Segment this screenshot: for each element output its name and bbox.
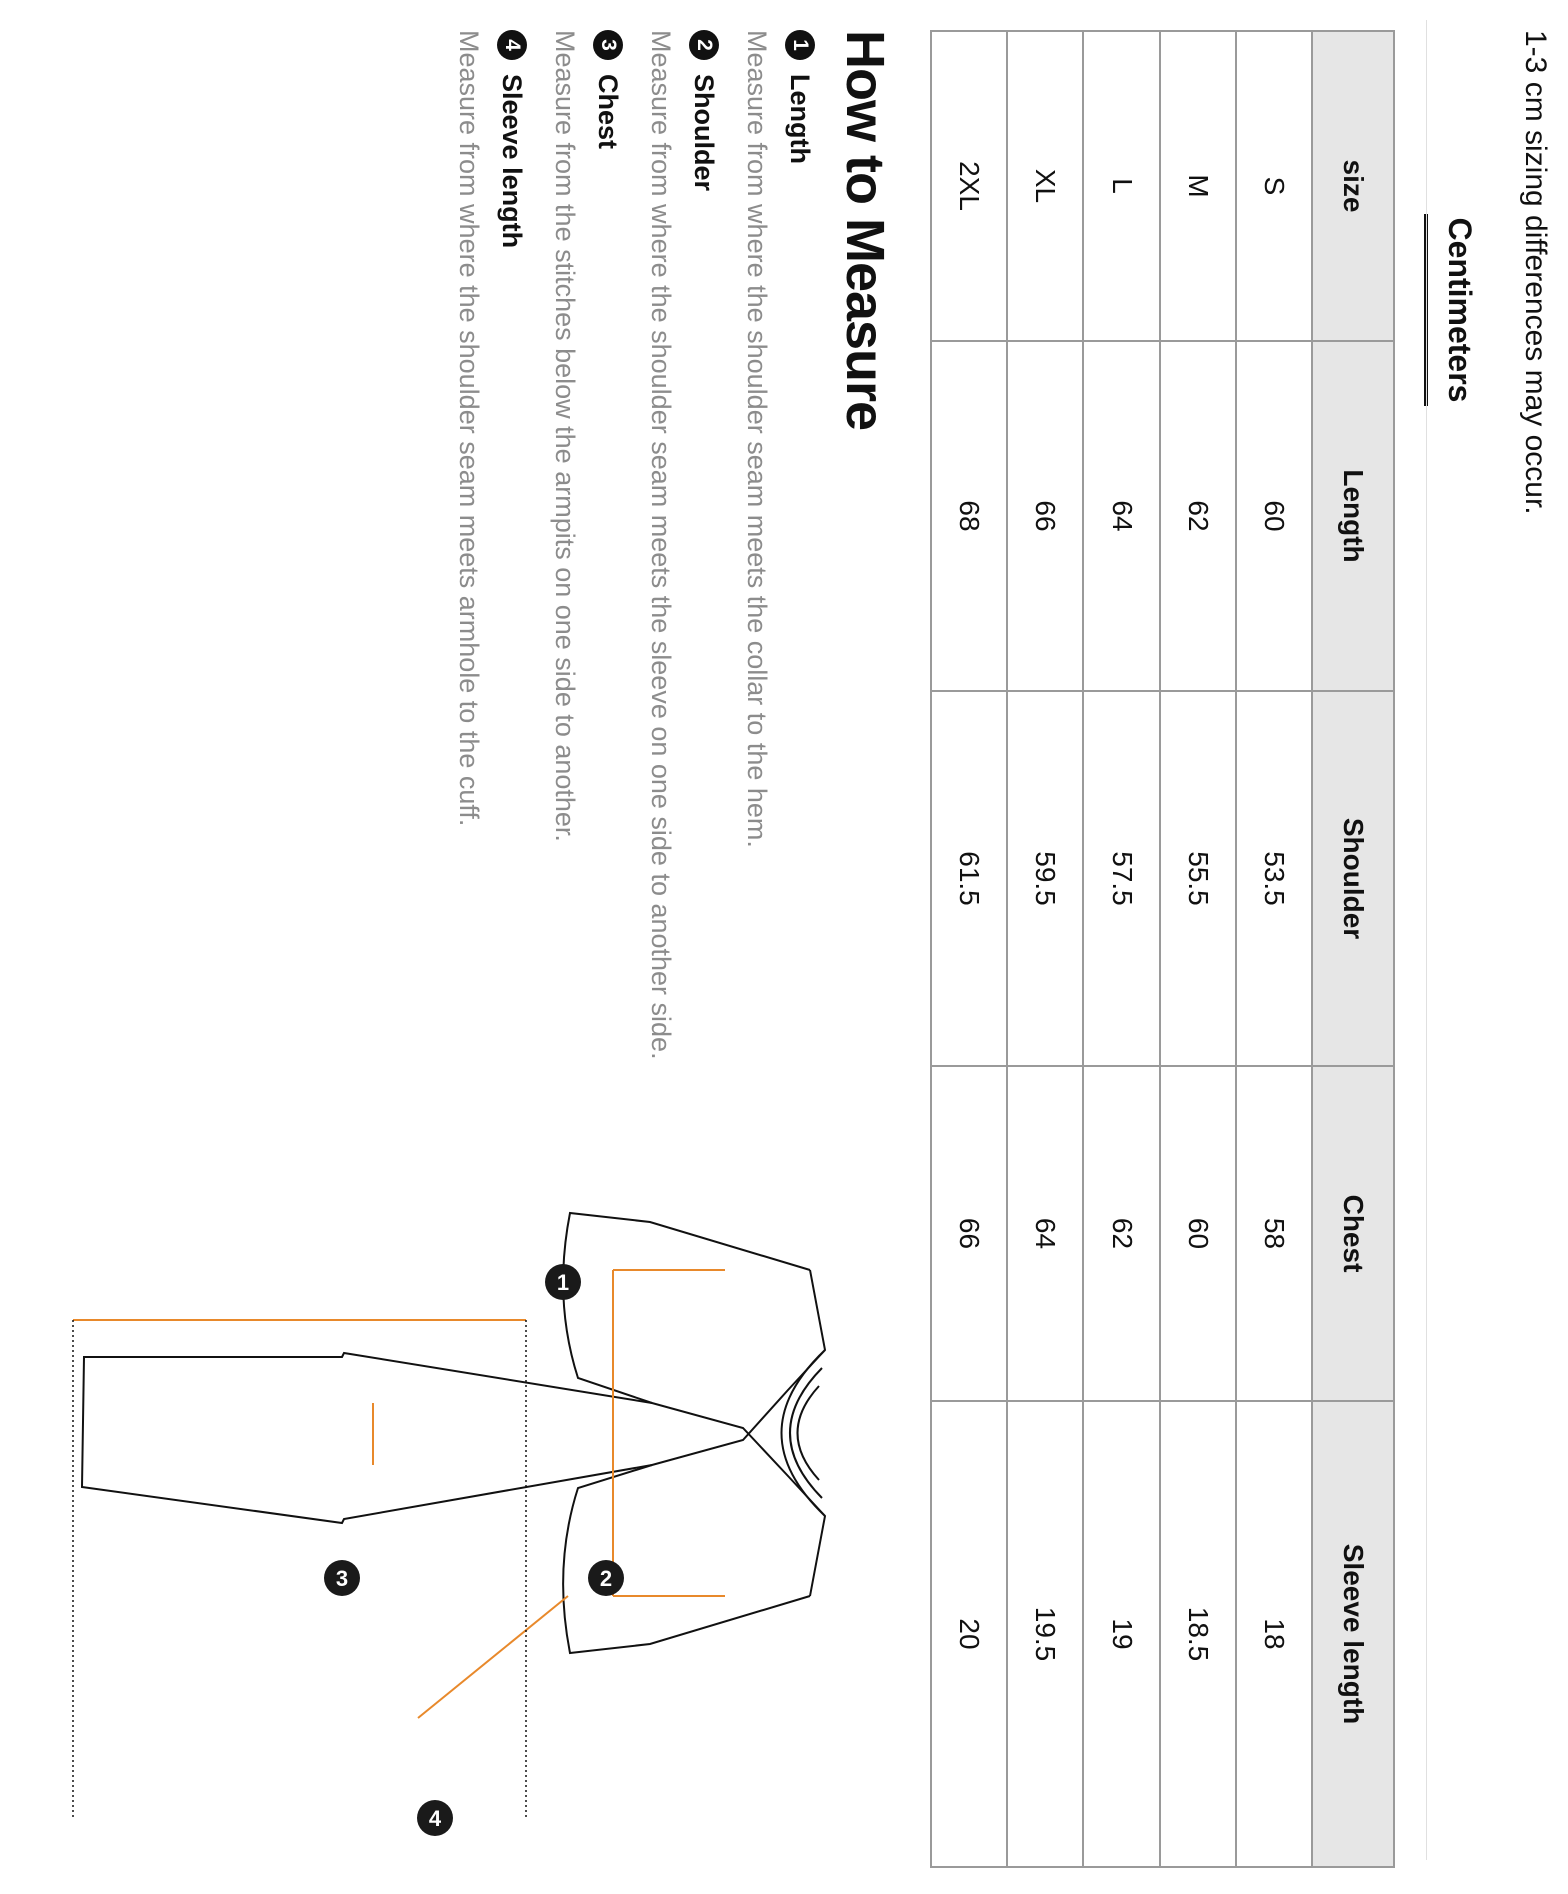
sleeve-guide <box>418 1596 568 1718</box>
header-sleeve-length: Sleeve length <box>1312 1401 1394 1867</box>
left-sleeve-outline <box>563 1213 810 1403</box>
cell-sleeve-length: 18.5 <box>1160 1401 1236 1867</box>
tshirt-outline <box>82 1213 825 1653</box>
header-size: size <box>1312 31 1394 341</box>
cell-chest: 62 <box>1083 1066 1159 1401</box>
sizing-note: 1-3 cm sizing differences may occur. <box>1519 30 1552 515</box>
cell-length: 66 <box>1007 341 1083 691</box>
tshirt-body-outline <box>82 1270 825 1596</box>
measure-label: Shoulder <box>689 74 720 192</box>
measure-label: Sleeve length <box>497 74 528 249</box>
measure-description: Measure from where the shoulder seam meets armhole to the cuff. <box>454 30 484 827</box>
collar-inner-outline-2 <box>798 1386 820 1480</box>
marker-1-label: 1 <box>556 1270 570 1295</box>
cell-chest: 60 <box>1160 1066 1236 1401</box>
cell-sleeve-length: 20 <box>931 1401 1007 1867</box>
cell-chest: 66 <box>931 1066 1007 1401</box>
marker-4-label: 4 <box>428 1806 442 1831</box>
cell-length: 68 <box>931 341 1007 691</box>
cell-size: 2XL <box>931 31 1007 341</box>
cell-chest: 64 <box>1007 1066 1083 1401</box>
tab-centimeters[interactable]: Centimeters <box>1442 217 1478 403</box>
how-to-measure-title: How to Measure <box>835 30 895 431</box>
measure-description: Measure from where the shoulder seam meets the sleeve on one side to another side. <box>646 30 676 1060</box>
cell-length: 62 <box>1160 341 1236 691</box>
cell-sleeve-length: 18 <box>1236 1401 1312 1867</box>
cell-sleeve-length: 19 <box>1083 1401 1159 1867</box>
cell-shoulder: 53.5 <box>1236 691 1312 1066</box>
number-badge: 3 <box>593 30 623 60</box>
cell-size: XL <box>1007 31 1083 341</box>
measure-description: Measure from the stitches below the armpits on one side to another. <box>550 30 580 842</box>
measure-label: Chest <box>593 74 624 150</box>
cell-shoulder: 59.5 <box>1007 691 1083 1066</box>
cell-size: M <box>1160 31 1236 341</box>
cell-sleeve-length: 19.5 <box>1007 1401 1083 1867</box>
number-badge: 1 <box>785 30 815 60</box>
cell-chest: 58 <box>1236 1066 1312 1401</box>
cell-length: 60 <box>1236 341 1312 691</box>
cell-size: S <box>1236 31 1312 341</box>
measure-guides <box>73 1270 725 1718</box>
number-badge: 4 <box>497 30 527 60</box>
marker-3-label: 3 <box>335 1566 349 1591</box>
collar-outline <box>782 1350 826 1516</box>
cell-shoulder: 61.5 <box>931 691 1007 1066</box>
number-badge: 2 <box>689 30 719 60</box>
header-length: Length <box>1312 341 1394 691</box>
dotted-guides <box>73 1320 526 1820</box>
diagram-markers <box>324 1264 624 1836</box>
cell-size: L <box>1083 31 1159 341</box>
measure-description: Measure from where the shoulder seam meets the collar to the hem. <box>742 30 772 848</box>
measure-label: Length <box>785 74 816 164</box>
marker-2-label: 2 <box>599 1566 613 1591</box>
right-sleeve-outline <box>563 1465 810 1653</box>
cell-shoulder: 57.5 <box>1083 691 1159 1066</box>
cell-length: 64 <box>1083 341 1159 691</box>
header-shoulder: Shoulder <box>1312 691 1394 1066</box>
header-chest: Chest <box>1312 1066 1394 1401</box>
cell-shoulder: 55.5 <box>1160 691 1236 1066</box>
